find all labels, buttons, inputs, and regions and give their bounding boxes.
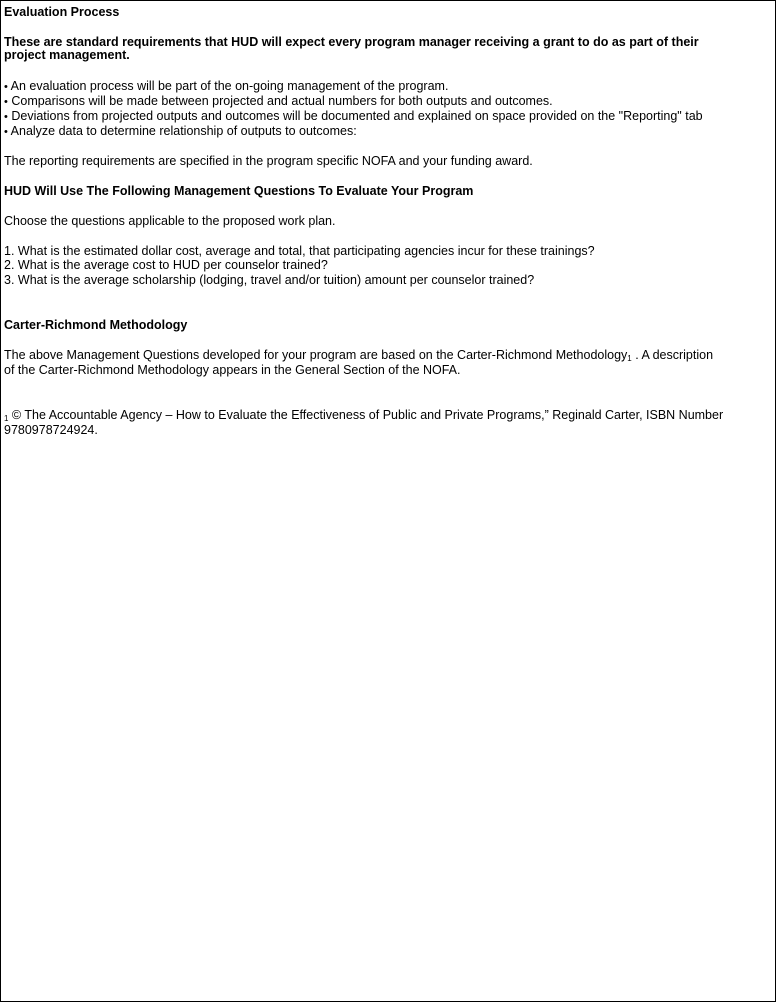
list-item [4,79,448,94]
methodology-heading: Carter-Richmond Methodology [4,318,188,332]
question-item: 1. What is the estimated dollar cost, average and total, that participating agencies incur for these trainings? [4,244,595,258]
question-item: 3. What is the average scholarship (lodging, travel and/or tuition) amount per counselor trained? [4,273,535,287]
question-item: 2. What is the average cost to HUD per counselor trained? [4,258,328,272]
bullet-icon: • [4,126,8,138]
methodology-text-end: . A description [631,348,714,362]
bullet-icon: • [4,111,8,123]
instruction-text: Choose the questions applicable to the proposed work plan. [4,214,336,228]
intro-text-continued: project management. [4,48,130,62]
footnote [4,408,723,424]
methodology-text-continued: of the Carter-Richmond Methodology appears in the General Section of the NOFA. [4,363,461,377]
footnote-reference: 1 [627,354,632,363]
footnote-mark: 1 [4,414,9,423]
footnote-continued: 9780978724924. [4,423,98,437]
list-item [4,109,703,124]
bullet-icon: • [4,96,8,108]
list-item-text: An evaluation process will be part of the on-going management of the program. [10,79,449,93]
list-item [4,94,553,109]
questions-heading: HUD Will Use The Following Management Questions To Evaluate Your Program [4,184,474,198]
footnote-text: © The Accountable Agency – How to Evaluate the Effectiveness of Public and Private Programs,” Reginald Carter, ISBN Number [8,408,724,422]
list-item-text: Comparisons will be made between projected and actual numbers for both outputs and outcomes. [11,94,553,108]
list-item [4,124,357,139]
bullet-icon: • [4,81,8,93]
methodology-text-start: The above Management Questions developed for your program are based on the Carter-Richmond Methodology [4,348,628,362]
reporting-text: The reporting requirements are specified in the program specific NOFA and your funding award. [4,154,533,168]
intro-text: These are standard requirements that HUD will expect every program manager receiving a grant to do as part of their [4,35,699,49]
page-title: Evaluation Process [4,5,120,19]
methodology-text [4,348,713,364]
list-item-text: Deviations from projected outputs and outcomes will be documented and explained on space provided on the "Reporting" tab [11,109,703,123]
list-item-text: Analyze data to determine relationship of outputs to outcomes: [10,124,357,138]
